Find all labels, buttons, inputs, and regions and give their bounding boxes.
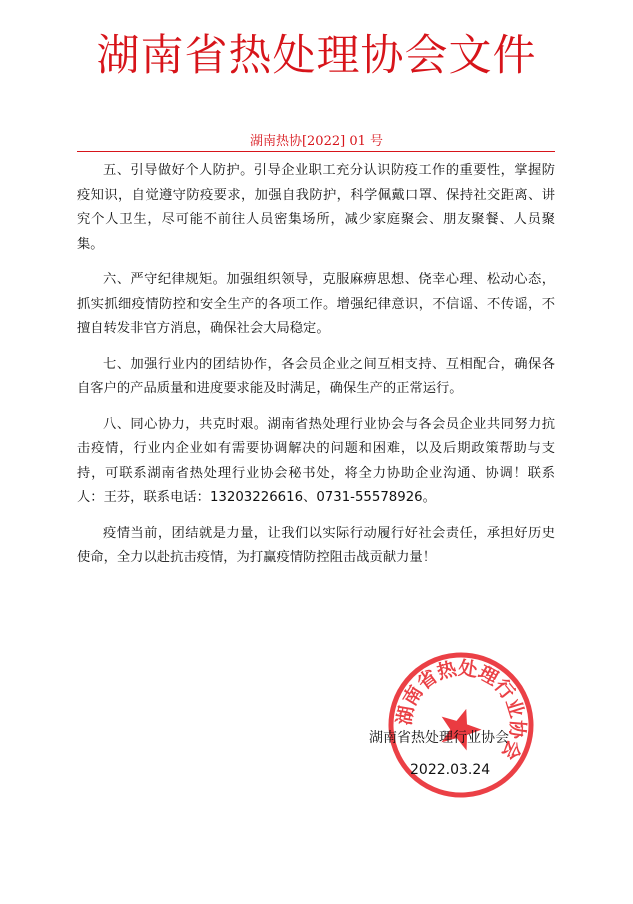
paragraph-6: 六、严守纪律规矩。加强组织领导，克服麻痹思想、侥幸心理、松动心态，抓实抓细疫情防控和安全生产的各项工作。增强纪律意识，不信谣、不传谣，不擅自转发非官方消息，确保社会大局稳定。 [77,272,555,336]
header-divider [77,151,555,152]
paragraph-5: 五、引导做好个人防护。引导企业职工充分认识防疫工作的重要性，掌握防疫知识，自觉遵守防疫要求，加强自我防护，科学佩戴口罩、保持社交距离、讲究个人卫生，尽可能不前往人员密集场所，减少家庭聚会、朋友聚餐、人员聚集。 [77,163,555,252]
closing-paragraph: 疫情当前，团结就是力量，让我们以实际行动履行好社会责任，承担好历史使命，全力以赴抗击疫情，为打赢疫情防控阻击战贡献力量！ [77,525,555,565]
document-title: 湖南省热处理协会文件 [96,31,537,81]
svg-text:湖南省热处理行业协会: 湖南省热处理行业协会 [393,657,529,764]
document-body [77,159,555,582]
paragraph-7: 七、加强行业内的团结协作，各会员企业之间互相支持、互相配合，确保各自客户的产品质量和进度要求能及时满足，确保生产的正常运行。 [77,356,555,396]
official-seal [366,630,555,819]
signature-organization: 湖南省热处理行业协会 [369,730,509,746]
signature-date: 2022.03.24 [410,762,491,778]
document-number: 湖南热协[2022] 01 号 [249,134,384,149]
paragraph-8: 八、同心协力，共克时艰。湖南省热处理行业协会与各会员企业共同努力抗击疫情，行业内企业如有需要协调解决的问题和困难，以及后期政策帮助与支持，可联系湖南省热处理行业协会秘书处，将全力协助企业沟通、协调！联系人：王芬，联系电话：13203226616、0731-55578926。 [77,416,555,505]
